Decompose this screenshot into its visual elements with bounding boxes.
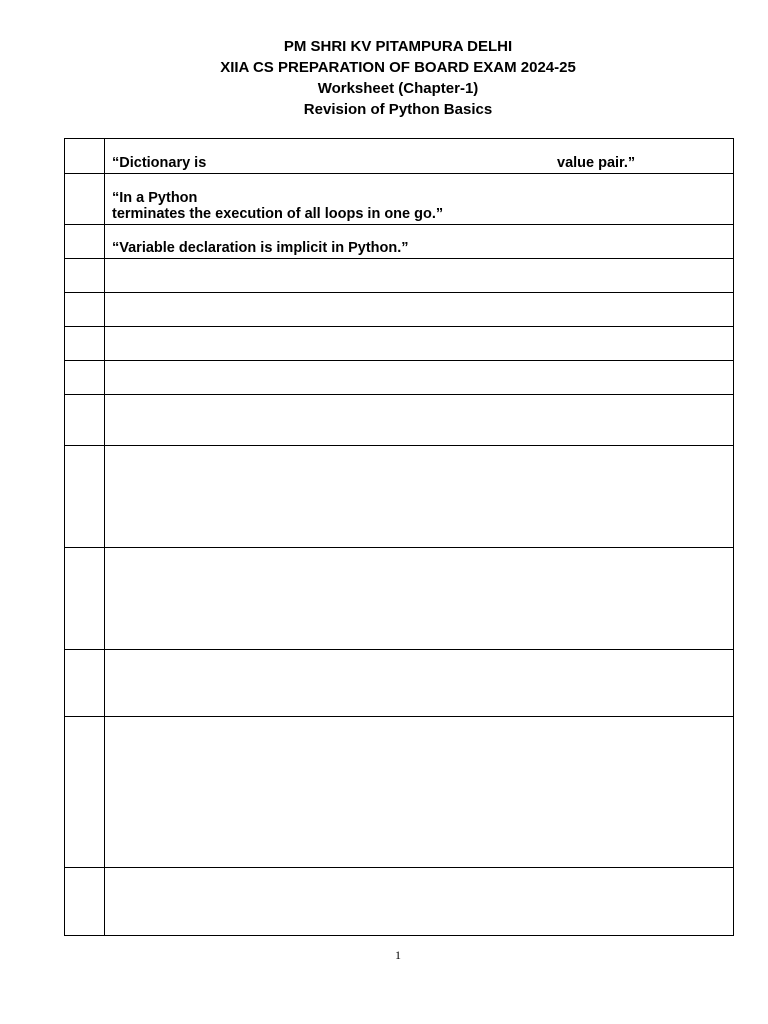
answer-cell xyxy=(105,548,734,650)
worksheet-title: Worksheet (Chapter-1) xyxy=(317,80,479,97)
exam-title: XIIA CS PREPARATION OF BOARD EXAM 2024-25 xyxy=(220,59,576,76)
page-number: 1 xyxy=(395,948,401,962)
table-row xyxy=(65,446,734,548)
question-cell xyxy=(105,174,734,225)
table-row xyxy=(65,225,734,259)
table-row xyxy=(65,548,734,650)
number-cell xyxy=(65,548,105,650)
question-text: “Dictionary is xyxy=(112,155,207,171)
number-cell xyxy=(65,174,105,225)
table-row xyxy=(65,139,734,174)
question-line: terminates the execution of all loops in one go.” xyxy=(112,206,444,222)
table-row xyxy=(65,717,734,868)
number-cell xyxy=(65,650,105,717)
answer-cell xyxy=(105,717,734,868)
table-row xyxy=(65,293,734,327)
number-cell xyxy=(65,868,105,936)
table-row xyxy=(65,174,734,225)
answer-cell xyxy=(105,361,734,395)
number-cell xyxy=(65,139,105,174)
question-text-right: value pair.” xyxy=(557,155,636,171)
question-text: “Variable declaration is implicit in Python.” xyxy=(112,240,409,256)
answer-cell xyxy=(105,293,734,327)
number-cell xyxy=(65,225,105,259)
number-cell xyxy=(65,327,105,361)
question-line: “In a Python xyxy=(112,190,198,206)
number-cell xyxy=(65,395,105,446)
table-row xyxy=(65,650,734,717)
table-row xyxy=(65,361,734,395)
number-cell xyxy=(65,361,105,395)
answer-cell xyxy=(105,446,734,548)
answer-cell xyxy=(105,868,734,936)
table-row xyxy=(65,259,734,293)
topic-title: Revision of Python Basics xyxy=(303,101,493,118)
answer-cell xyxy=(105,259,734,293)
answer-cell xyxy=(105,327,734,361)
question-cell xyxy=(105,139,734,174)
number-cell xyxy=(65,259,105,293)
question-text xyxy=(105,174,733,222)
question-cell xyxy=(105,225,734,259)
table-row xyxy=(65,868,734,936)
answer-cell xyxy=(105,395,734,446)
number-cell xyxy=(65,717,105,868)
number-cell xyxy=(65,293,105,327)
document-header xyxy=(0,36,768,120)
number-cell xyxy=(65,446,105,548)
answer-cell xyxy=(105,650,734,717)
worksheet-table xyxy=(64,138,734,936)
table-row xyxy=(65,327,734,361)
school-name: PM SHRI KV PITAMPURA DELHI xyxy=(283,38,513,55)
table-row xyxy=(65,395,734,446)
